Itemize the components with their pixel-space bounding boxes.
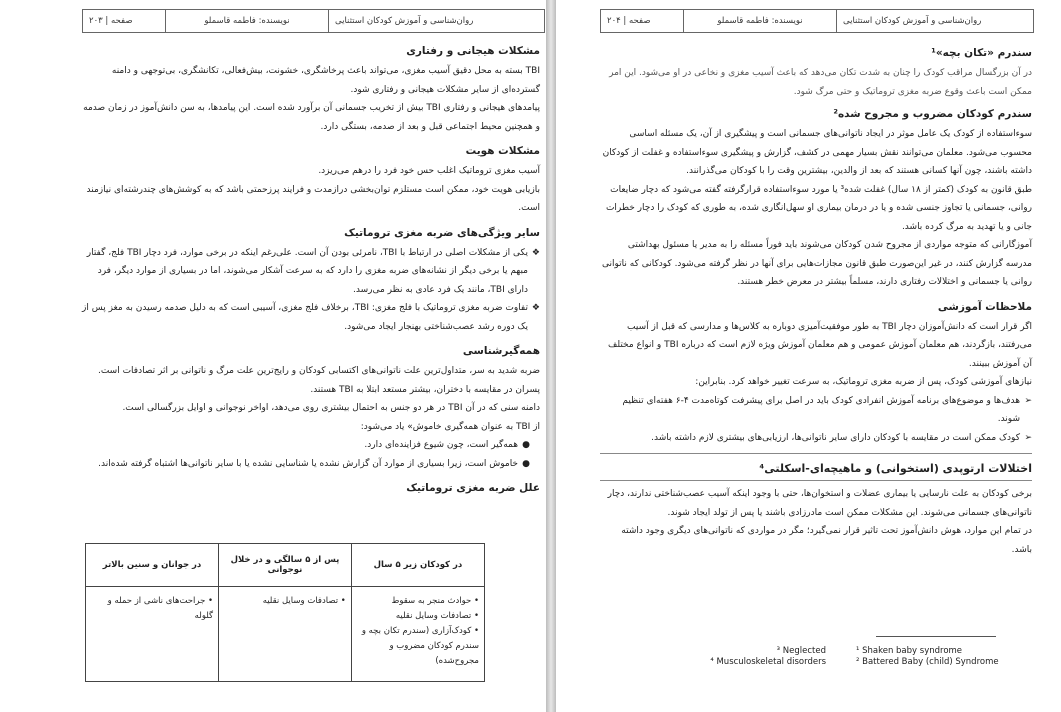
paragraph: ضربه شدید به سر، متداول‌ترین علت ناتوانی‌های اکتسابی کودکان و رایج‌ترین علت مرگ و ناتوانی بر اثر تصادفات است. پسران در مقایسه با دختران، بیشتر مستعد ابتلا به TBI هستند. [97,366,540,395]
arrow-bullet-icon: ➢ [1024,432,1032,443]
page-number: صفحه | ۲۰۴ [607,16,651,26]
footnotes-col1 [856,646,1006,668]
section-heading: سندرم «تکان بچه»¹ [931,47,1032,59]
paragraph: پیامدهای هیجانی و رفتاری TBI بیش از تخریب جسمانی آن برآورد شده است. این پیامدها، به سن دانش‌آموز در زمان صدمه و همچنین محیط اجتماعی قبل و بعد از صدمه، بستگی دارد. [83,103,540,132]
footnote-rule [876,636,996,637]
right-page [556,0,1061,712]
page-header [600,9,1034,33]
diamond-bullet-icon: ❖ [531,247,540,258]
header-author: نویسنده: فاطمه قاسملو [683,10,836,32]
paragraph: برخی کودکان به علت نارسایی یا بیماری عضلات و استخوان‌ها، حتی با وجود اینکه آسیب عصب‌شناختی ندارند، دچار ناتوانی‌های جسمانی می‌شوند. این مشکلات ممکن است مادرزادی باشند یا پس از تولد ایجاد شوند. [607,489,1032,518]
right-content [600,42,1032,559]
section-heading: سندرم کودکان مضروب و مجروح شده² [833,108,1032,120]
table-cell [86,587,219,682]
paragraph: نیازهای آموزشی کودک، پس از ضربه مغزی تروماتیک، به سرعت تغییر خواهد کرد. بنابراین: [695,377,1032,387]
section-heading: ملاحظات آموزشی [937,300,1032,313]
table-header: در کودکان زیر ۵ سال [351,544,484,587]
left-content [82,40,540,499]
paragraph: از TBI به عنوان همه‌گیری خاموش» یاد می‌شود: [360,421,540,432]
paragraph: TBI بسته به محل دقیق آسیب مغزی، می‌تواند باعث پرخاشگری، خشونت، بیش‌فعالی، تکانشگری، بی‌توجهی و دامنه گسترده‌ای از سایر مشکلات هیجانی و رفتاری شود. [111,66,540,95]
paragraph: سوءاستفاده از کودک یک عامل موثر در ایجاد ناتوانی‌های جسمانی است و پیشگیری از آن، یک مسئله اساسی محسوب می‌شود. معلمان می‌توانند نقش بسیار مهمی در کشف، گزارش و پیشگیری سوءاستفاده و غفلت از کودکان داشته باشند، چون آنها کسانی هستند که بعد از والدین، بیشترین وقت را با کودکان می‌گذرانند. [602,129,1032,176]
dot-bullet-icon: ● [522,458,530,469]
list-item: ➢ کودک ممکن است در مقایسه با کودکان دارای سایر ناتوانی‌ها، ارزیابی‌های بیشتری لازم داشته باشد. [600,429,1032,448]
footnote: ² Battered Baby (child) Syndrome [856,657,999,667]
header-book-title: روان‌شناسی و آموزش کودکان استثنایی [328,10,544,32]
table-header: در جوانان و سنین بالاتر [86,544,219,587]
header-author: نویسنده: فاطمه قاسملو [165,10,328,32]
section-heading: علل ضربه مغزی تروماتیک [406,482,540,494]
section-heading: اختلالات ارتوپدی (استخوانی) و ماهیچه‌ای-اسکلتی⁴ [759,462,1032,475]
book-gutter [546,0,556,712]
table-cell [351,587,484,682]
diamond-bullet-icon: ❖ [531,303,540,313]
page-number: صفحه | ۲۰۳ [89,16,133,26]
paragraph: در آن بزرگسال مراقب کودک را چنان به شدت تکان می‌دهد که باعث آسیب مغزی و نخاعی در او می‌شود. این امر ممکن است باعث وقوع ضربه مغزی تروماتیک و حتی مرگ شود. [609,68,1032,97]
dot-bullet-icon: ● [522,440,530,450]
list-item: • تصادفات وسایل نقلیه [262,596,346,606]
list-item: ❖ تفاوت ضربه مغزی تروماتیک با فلج مغزی: TBI، برخلاف فلج مغزی، آسیبی است که به دلیل صدمه رسیدن به مغز پس از یک دوره رشد عصب‌شناختی بهنجار ایجاد می‌شود. [82,299,540,336]
paragraph: طبق قانون به کودک (کمتر از ۱۸ سال) غفلت شده³ یا مورد سوءاستفاده قرارگرفته گفته می‌شود که دچار ضایعات روانی، جسمانی یا تجاوز جنسی شده و یا در درمان بیماری او سهل‌انگاری شده، به طوری که کودک را دچار خطرات جانی و یا تهدید به مرگ کرده باشد. [605,184,1032,232]
footnote: ⁴ Musculoskeletal disorders [710,657,826,667]
section-heading: همه‌گیرشناسی [462,345,540,357]
footnote: ³ Neglected [776,646,826,656]
list-item: ➢ هدف‌ها و موضوع‌های برنامه آموزش انفرادی کودک باید در اصل برای پیشرفت کوتاه‌مدت ۴-۶ هفته‌ای تنظیم شوند. [600,392,1032,429]
paragraph: بازیابی هویت خود، ممکن است مستلزم توان‌بخشی درازمدت و فرایند پرزحمتی باشد که به کوشش‌های چندرشته‌ای نیازمند است. [86,184,540,213]
dot-list [82,436,540,473]
page-header [82,9,545,33]
paragraph: اگر قرار است که دانش‌آموزان دچار TBI به طور موفقیت‌آمیزی دوباره به کلاس‌ها و مدارسی که قبل از آسیب می‌رفتند، بازگردند، هم معلمان آموزش عمومی و هم معلمان آموزش ویژه لازم است که درباره TBI و انواع مختلف آن آموزش ببینند. [608,321,1032,369]
paragraph: آموزگارانی که متوجه مواردی از مجروح شدن کودکان می‌شوند باید فوراً مسئله را به مدیر یا مسئول بهداشتی مدرسه گزارش کنند، در غیر این‌صورت طبق قانون مجازات‌هایی برای آنها در نظر گرفته می‌شود. کودکانی که ناتوانی روانی یا جسمانی و اختلالات رفتاری دارند، مسلماً بیشتر در معرض خطر هستند. [602,240,1032,287]
bullet-list [82,244,540,337]
paragraph: دامنه سنی که در آن TBI در هر دو جنس به احتمال بیشتری روی می‌دهد، اواخر نوجوانی و اوایل بزرگسالی است. [122,403,540,413]
section-heading: سایر ویژگی‌های ضربه مغزی تروماتیک [344,226,540,239]
footnotes-col2 [676,646,826,668]
section-heading: مشکلات هویت [465,145,540,157]
header-book-title: روان‌شناسی و آموزش کودکان استثنایی [836,10,1033,32]
list-item: • جراحت‌های ناشی از حمله و گلوله [107,596,214,621]
causes-table [85,543,485,682]
list-item: • حوادث منجر به سقوط [391,596,479,606]
list-item: ❖ یکی از مشکلات اصلی در ارتباط با TBI، نامرئی بودن آن است. علی‌رغم اینکه در برخی موارد، فرد دچار TBI فلج، گفتار مبهم یا برخی دیگر از نشانه‌های ضربه مغزی را دارد که به سرعت آشکار می‌شوند، اما در بسیاری از موارد دیگر، فرد دارای TBI، مانند یک فرد عادی به نظر می‌رسد. [82,244,540,300]
footnote: ¹ Shaken baby syndrome [856,646,963,656]
list-item: ● خاموش است، زیرا بسیاری از موارد آن گزارش نشده یا شناسایی نشده یا با سایر ناتوانی‌ها اشتباه گرفته شده‌اند. [82,455,530,474]
paragraph: در تمام این موارد، هوش دانش‌آموز تحت تاثیر قرار نمی‌گیرد؛ مگر در مواردی که ناتوانی‌های دیگری وجود داشته باشد. [621,526,1032,555]
arrow-list [600,392,1032,448]
list-item: • کودک‌آزاری (سندرم تکان بچه و سندرم کودکان مضروب و مجروح‌شده) [361,626,479,666]
list-item: • تصادفات وسایل نقلیه [395,611,479,621]
table-cell [219,587,352,682]
arrow-bullet-icon: ➢ [1024,395,1032,406]
table-header: پس از ۵ سالگی و در خلال نوجوانی [219,544,352,587]
section-heading: مشکلات هیجانی و رفتاری [406,45,540,57]
paragraph: آسیب مغزی تروماتیک اغلب حس خود فرد را درهم می‌ریزد. [318,166,540,176]
list-item: ● همه‌گیر است، چون شیوع فزاینده‌ای دارد. [82,436,530,455]
